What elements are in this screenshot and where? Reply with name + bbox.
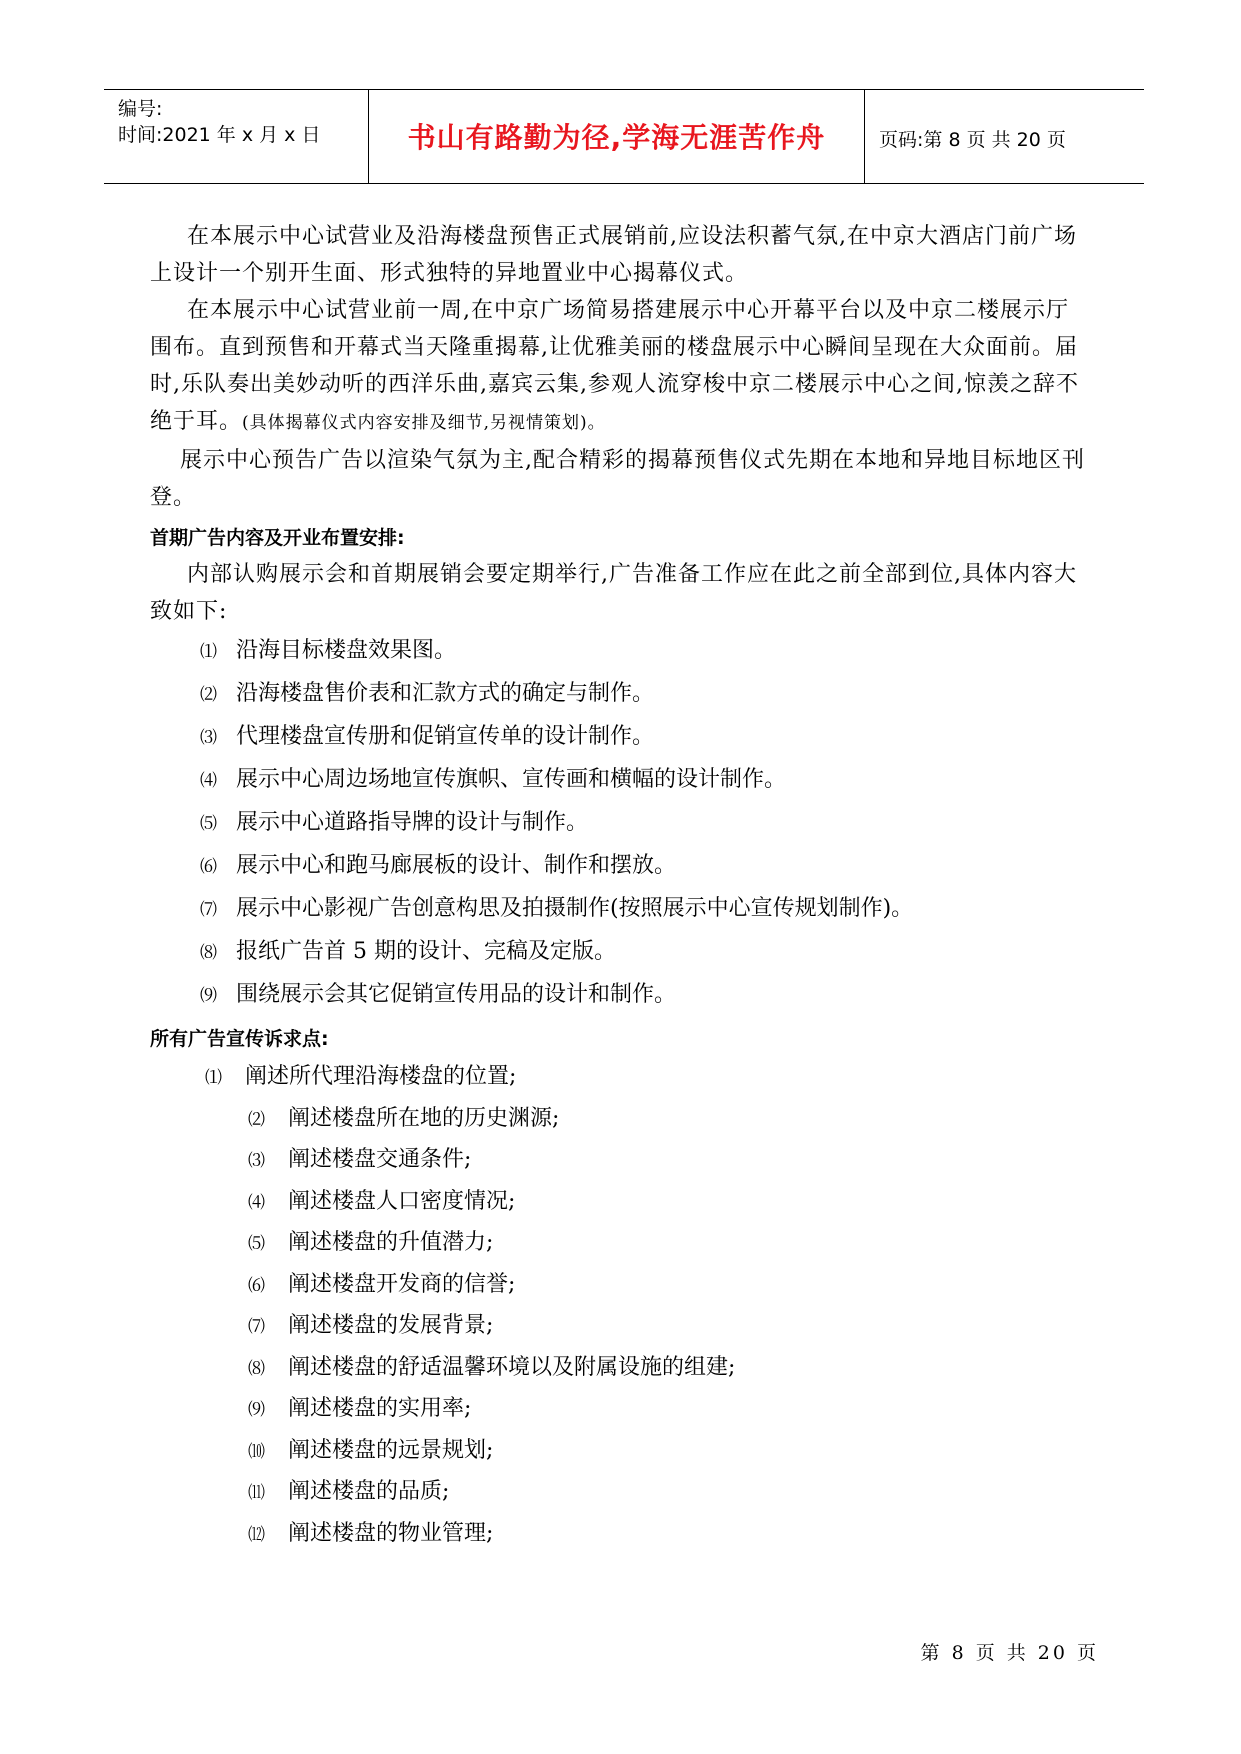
list-item (200, 673, 1090, 716)
list-item-number: ⑿ (248, 1524, 265, 1545)
page-header-table (104, 89, 1144, 184)
list-item-text: 阐述楼盘的实用率; (288, 1396, 472, 1421)
list-item-number: ⑼ (200, 986, 217, 1006)
list-item (248, 1099, 1090, 1141)
paragraph-2-note: (具体揭幕仪式内容安排及细节,另视情策划)。 (242, 413, 606, 433)
list-item (248, 1140, 1090, 1182)
document-body (150, 218, 1090, 1555)
list-item-text: 阐述所代理沿海楼盘的位置; (245, 1064, 517, 1089)
list-item-number: ⑸ (248, 1234, 265, 1254)
list-item-text: 报纸广告首 5 期的设计、完稿及定版。 (236, 939, 616, 964)
paragraph-1: 在本展示中心试营业及沿海楼盘预售正式展销前,应设法积蓄气氛,在中京大酒店门前广场上设计一个别开生面、形式独特的异地置业中心揭幕仪式。 (150, 224, 1077, 286)
paragraph-2-text: 在本展示中心试营业前一周,在中京广场简易搭建展示中心开幕平台以及中京二楼展示厅围布。直到预售和开幕式当天隆重揭幕,让优雅美丽的楼盘展示中心瞬间呈现在大众面前。届时,乐队奏出美妙动听的西洋乐曲,嘉宾云集,参观人流穿梭中京二楼展示中心之间,惊羡之辞不绝于耳。 (150, 298, 1079, 434)
list-item-text: 阐述楼盘人口密度情况; (288, 1188, 516, 1214)
list-item-number: ⑺ (200, 900, 217, 920)
section-1-list (150, 630, 1090, 1017)
list-item-number: ⑴ (200, 642, 217, 662)
list-item (248, 1514, 1090, 1556)
list-item-text: 阐述楼盘交通条件; (288, 1147, 472, 1172)
list-item (248, 1182, 1090, 1224)
list-item-number: ⑶ (200, 728, 217, 748)
list-item-text: 代理楼盘宣传册和促销宣传单的设计制作。 (236, 724, 655, 749)
list-item-text: 展示中心周边场地宣传旗帜、宣传画和横幅的设计制作。 (236, 767, 787, 792)
list-item (200, 802, 1090, 845)
list-item-text: 阐述楼盘开发商的信誉; (288, 1271, 516, 1297)
list-item (248, 1223, 1090, 1265)
list-item (248, 1348, 1090, 1390)
list-item-number: ⑵ (248, 1109, 265, 1130)
header-right-cell (865, 90, 1144, 183)
paragraph-2 (150, 292, 1090, 442)
list-item (248, 1389, 1090, 1431)
list-item-text: 展示中心道路指导牌的设计与制作。 (236, 810, 589, 835)
list-item-number: ⑹ (248, 1275, 265, 1296)
list-item (200, 888, 1090, 931)
list-item (248, 1431, 1090, 1473)
list-item-text: 阐述楼盘的升值潜力; (288, 1230, 494, 1255)
page-footer: 第 8 页 共 20 页 (920, 1642, 1099, 1664)
list-item-number: ⑸ (200, 814, 217, 834)
list-item-number: ⑹ (200, 857, 217, 877)
section-2-list (150, 1057, 1090, 1555)
header-center-cell (369, 90, 865, 183)
list-item-text: 展示中心和跑马廊展板的设计、制作和摆放。 (236, 853, 677, 878)
section-1-intro: 内部认购展示会和首期展销会要定期举行,广告准备工作应在此之前全部到位,具体内容大致如下: (150, 562, 1077, 624)
list-item-number: ⑻ (200, 943, 217, 963)
list-item (248, 1472, 1090, 1514)
header-left-cell (104, 90, 369, 183)
paragraph-3: 展示中心预告广告以渲染气氛为主,配合精彩的揭幕预售仪式先期在本地和异地目标地区刊登。 (150, 448, 1085, 510)
list-item-text: 沿海楼盘售价表和汇款方式的确定与制作。 (236, 681, 655, 706)
list-item (200, 630, 1090, 673)
list-item-number: ⑺ (248, 1317, 265, 1337)
header-page-label: 页码:第 8 页 共 20 页 (879, 129, 1066, 151)
list-item-text: 阐述楼盘的发展背景; (288, 1313, 494, 1338)
list-item-number: ⑵ (200, 685, 217, 705)
list-item-text: 阐述楼盘的品质; (288, 1479, 450, 1504)
list-item (248, 1306, 1090, 1348)
list-item (248, 1265, 1090, 1307)
list-item-number: ⑾ (248, 1483, 265, 1503)
document-time-label: 时间:2021 年 x 月 x 日 (118, 124, 321, 146)
list-item-number: ⑶ (248, 1151, 265, 1171)
list-item-text: 阐述楼盘的远景规划; (288, 1437, 494, 1463)
list-item (200, 974, 1090, 1017)
list-item (200, 716, 1090, 759)
list-item-number: ⑻ (248, 1358, 265, 1379)
list-item (200, 931, 1090, 974)
header-motto: 书山有路勤为径,学海无涯苦作舟 (407, 121, 826, 154)
list-item-text: 沿海目标楼盘效果图。 (236, 638, 457, 663)
section-1-heading: 首期广告内容及开业布置安排: (150, 527, 405, 549)
document-number-label: 编号: (118, 98, 163, 120)
list-item-number: ⑼ (248, 1400, 265, 1420)
list-item-text: 阐述楼盘的物业管理; (288, 1520, 494, 1546)
list-item-number: ⑷ (248, 1192, 265, 1213)
list-item-number: ⑴ (205, 1068, 222, 1088)
list-item (200, 759, 1090, 802)
list-item-text: 阐述楼盘所在地的历史渊源; (288, 1105, 560, 1131)
section-2-heading: 所有广告宣传诉求点: (150, 1028, 329, 1050)
list-item-text: 展示中心影视广告创意构思及拍摄制作(按照展示中心宣传规划制作)。 (236, 896, 914, 921)
list-item-text: 围绕展示会其它促销宣传用品的设计和制作。 (236, 982, 677, 1007)
list-item (200, 845, 1090, 888)
list-item-number: ⑷ (200, 771, 217, 791)
list-item (205, 1057, 1090, 1099)
list-item-number: ⑽ (248, 1441, 265, 1462)
list-item-text: 阐述楼盘的舒适温馨环境以及附属设施的组建; (288, 1354, 736, 1380)
